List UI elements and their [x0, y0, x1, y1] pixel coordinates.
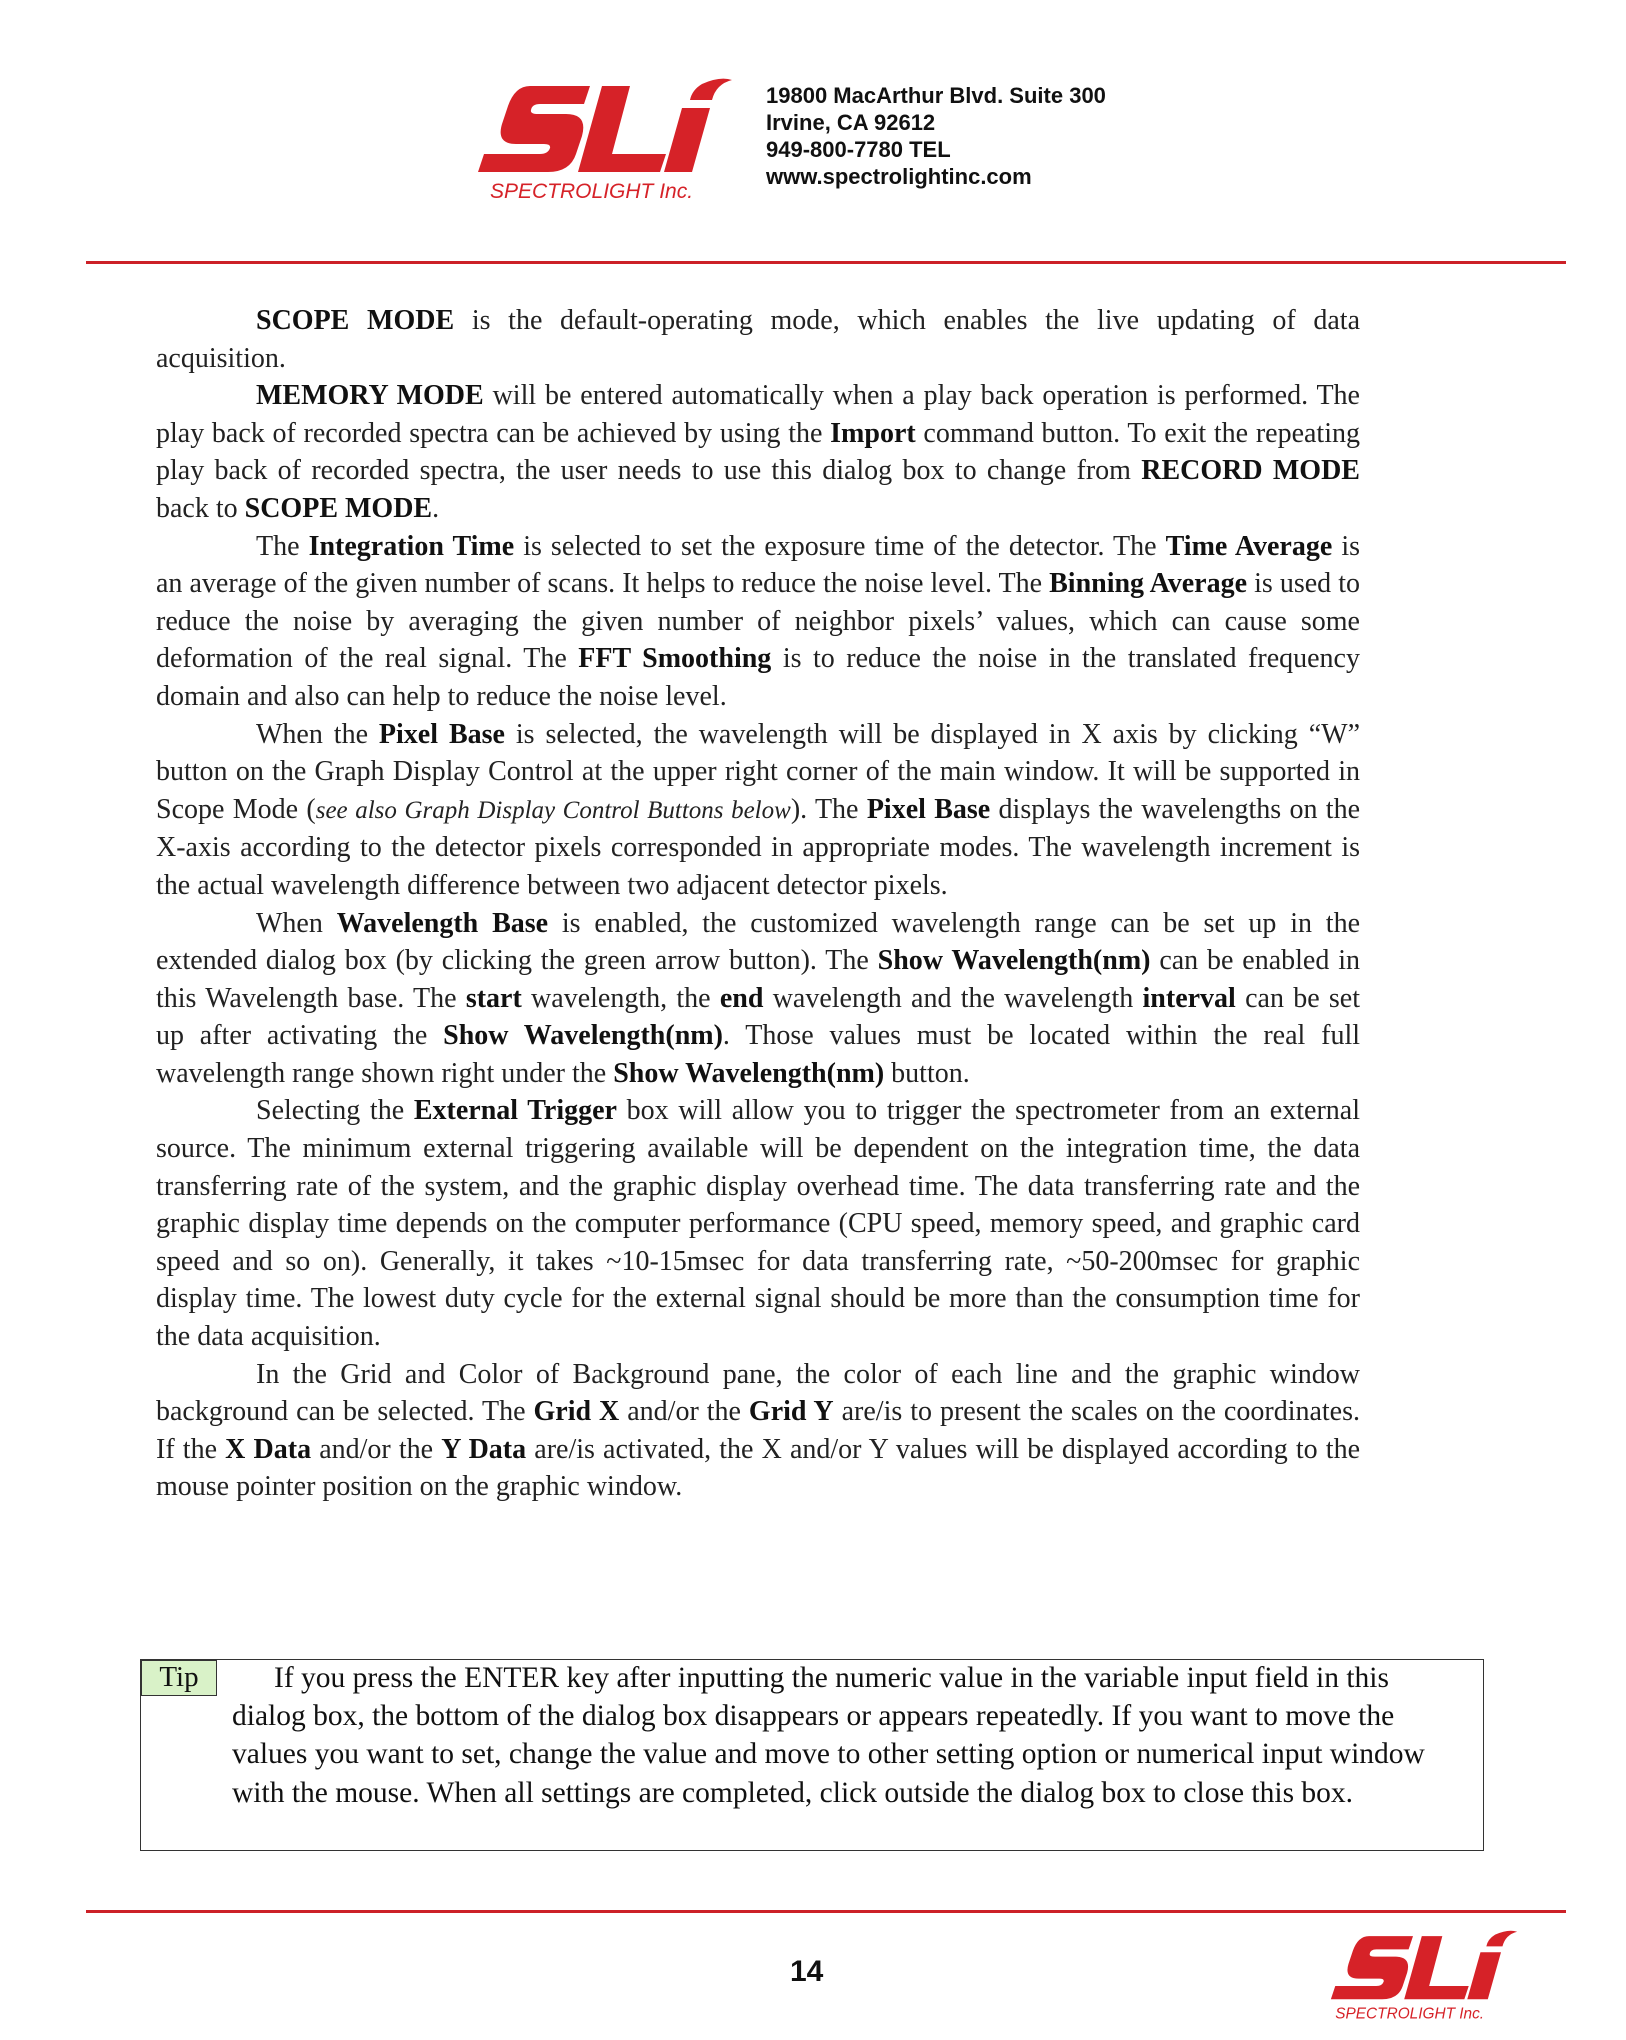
document-body — [156, 302, 1360, 1506]
company-address — [766, 82, 1106, 190]
address-line: 19800 MacArthur Blvd. Suite 300 — [766, 83, 1106, 108]
company-name: SPECTROLIGHT Inc. — [490, 180, 694, 203]
page-header — [0, 0, 1626, 270]
phone-line: 949-800-7780 TEL — [766, 137, 951, 162]
tip-text: If you press the ENTER key after inputting the numeric value in the variable input field in this dialog box, the bottom of the dialog box disappears or appears repeatedly. If you want to move the values you want to set, change the value and move to other setting option or numerical input window with the mouse. When all settings are completed, click outside the dialog box to close this box. — [232, 1662, 1425, 1809]
address-line: Irvine, CA 92612 — [766, 110, 936, 135]
paragraph-wavelength-base: When Wavelength Base is enabled, the customized wavelength range can be set up in the extended dialog box (by clicking the green arrow button). The Show Wavelength(nm) can be enabled in this Wavelength base. The start wavelength, the end wavelength and the wavelength interval can be set up after activating the Show Wavelength(nm). Those values must be located within the real full wavelength range shown right under the Show Wavelength(nm) button. — [156, 907, 1361, 1089]
tip-label: Tip — [141, 1660, 217, 1696]
website-line: www.spectrolightinc.com — [766, 164, 1032, 189]
paragraph-pixel-base: When the Pixel Base is selected, the wavelength will be displayed in X axis by clicking “W” button on the Graph Display Control at the upper right corner of the main window. It will be supported in Scope Mode (see also Graph Display Control Buttons below). The Pixel Base displays the wavelengths on the X-axis according to the detector pixels corresponded in appropriate modes. The wavelength increment is the actual wavelength difference between two adjacent detector pixels. — [156, 718, 1361, 901]
header-divider — [86, 261, 1566, 264]
paragraph-memory-mode: MEMORY MODE will be entered automatically when a play back operation is performed. The play back of recorded spectra can be achieved by using the Import command button. To exit the repeating play back of recorded spectra, the user needs to use this dialog box to change from RECORD MODE back to SCOPE MODE. — [156, 380, 1360, 524]
page-number: 14 — [790, 1955, 824, 1988]
company-name-footer: SPECTROLIGHT Inc. — [1335, 2005, 1485, 2023]
tip-box — [140, 1659, 1484, 1851]
paragraph-external-trigger: Selecting the External Trigger box will allow you to trigger the spectrometer from an external source. The minimum external triggering available will be dependent on the integration time, the data transferring rate of the system, and the graphic display overhead time. The data transferring rate and the graphic display time depends on the computer performance (CPU speed, memory speed, and graphic card speed and so on). Generally, it takes ~10-15msec for data transferring rate, ~50-200msec for graphic display time. The lowest duty cycle for the external signal should be more than the consumption time for the data acquisition. — [156, 1095, 1360, 1353]
sli-logo — [470, 74, 770, 204]
paragraph-integration-time: The Integration Time is selected to set the exposure time of the detector. The Time Average is an average of the given number of scans. It helps to reduce the noise level. The Binning Average is used to reduce the noise by averaging the given number of neighbor pixels’ values, which can cause some deformation of the real signal. The FFT Smoothing is to reduce the noise in the translated frequency domain and also can help to reduce the noise level. — [156, 530, 1361, 712]
paragraph-scope-mode: SCOPE MODE is the default-operating mode, which enables the live updating of data acquisition. — [156, 305, 1360, 374]
sli-logo-footer — [1325, 1925, 1545, 2025]
footer-divider — [86, 1910, 1566, 1913]
paragraph-grid-color: In the Grid and Color of Background pane, the color of each line and the graphic window background can be selected. The Grid X and/or the Grid Y are/is to present the scales on the coordinates. If the X Data and/or the Y Data are/is activated, the X and/or Y values will be displayed according to the mouse pointer position on the graphic window. — [156, 1358, 1360, 1503]
